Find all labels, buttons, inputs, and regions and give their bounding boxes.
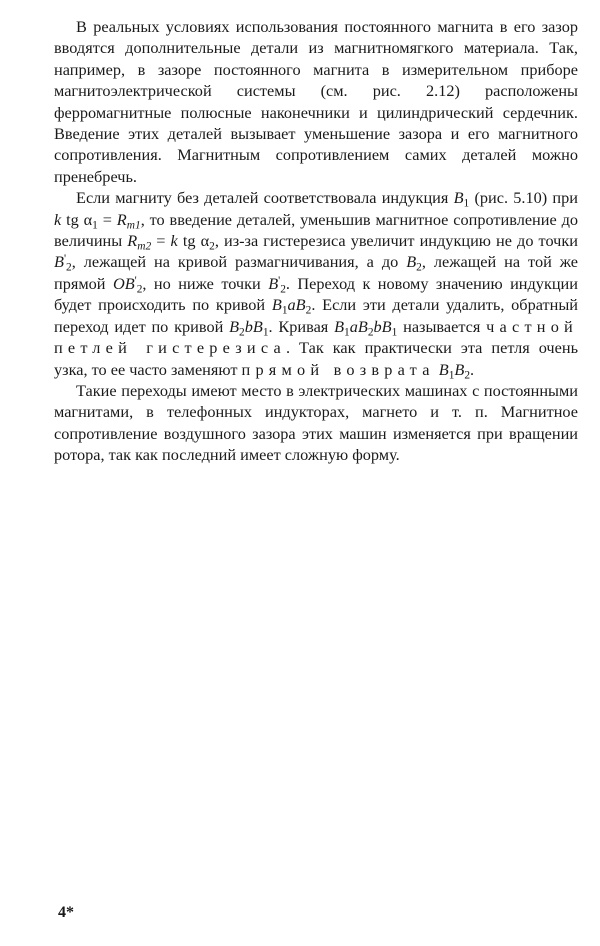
text-run: , лежащей на той же прямой — [54, 252, 579, 293]
subscript: 2 — [416, 261, 422, 274]
text-run: Если магниту без деталей соответствовала индукция — [76, 188, 454, 208]
paragraph-2 — [54, 187, 578, 380]
paragraph-1 — [54, 16, 578, 187]
symbol-b: B — [406, 252, 417, 272]
subscript: 2 — [66, 261, 72, 274]
symbol-r: R — [116, 209, 127, 229]
text-run: . Переход к новому значению индукции будет происходить по кривой — [54, 273, 578, 315]
symbol-ab: aB — [349, 316, 368, 336]
text-run: (рис. 5.10) при — [469, 188, 578, 208]
subscript: 1 — [92, 219, 98, 232]
text-run: , лежащей на кривой размагничивания, а до — [71, 252, 407, 272]
symbol-b: B — [229, 316, 240, 336]
symbol-b: B — [438, 359, 449, 379]
text-run: , из-за гистерезиса увеличит индукцию не до точки — [214, 231, 578, 251]
text-run: называется — [397, 316, 487, 336]
subscript: 1 — [344, 326, 350, 339]
symbol-bb: bB — [373, 316, 392, 336]
subscript: 1 — [448, 368, 455, 381]
symbol-k: k — [54, 209, 62, 229]
spaced-term-hysteresis-loop: частной петлей гистерезиса — [54, 316, 578, 358]
symbol-b: B — [454, 359, 465, 379]
symbol-b: B — [268, 273, 279, 293]
text-run: , то введение деталей, уменьшив магнитное сопротивление до величины — [54, 209, 578, 251]
subscript: 2 — [136, 283, 143, 296]
text-run: tg α — [177, 231, 210, 251]
subscript: 2 — [209, 240, 215, 253]
symbol-r: R — [127, 231, 138, 251]
page-body — [54, 16, 578, 466]
symbol-b: B — [453, 188, 464, 208]
symbol-b: B — [54, 252, 64, 272]
subscript: 2 — [280, 283, 286, 296]
symbol-ob: OB — [112, 273, 135, 293]
subscript: 1 — [463, 197, 470, 210]
text-run: . Если эти детали удалить, обратный переход идет по кривой — [54, 295, 578, 336]
symbol-b: B — [334, 316, 345, 336]
text-run: tg α — [61, 209, 93, 229]
spaced-term-return-line: прямой возврата — [241, 359, 435, 379]
symbol-k: k — [170, 231, 178, 251]
text-run: . Так как практически эта петля очень узка, то ее часто заменяют — [54, 338, 578, 379]
prime: ' — [63, 253, 67, 266]
subscript: m1 — [126, 219, 141, 232]
subscript: 2 — [367, 326, 374, 339]
text-run: = — [97, 209, 117, 229]
paragraph-1-text: В реальных условиях использования постоянного магнита в его зазор вводятся дополнительные детали из магнитномягкого материала. Так, например, в зазоре постоянного магнита в измерительном приборе магнитоэлектрической системы (см. рис. 2.12) расположены ферромагнитные полюсные наконечники и цилиндрический сердечник. Введение этих деталей вызывает уменьшение зазора и его магнитного сопротивления. Магнитным сопротивлением самих деталей можно пренебречь. — [54, 17, 578, 186]
text-run: , но ниже точки — [142, 273, 269, 293]
paragraph-3-text: Такие переходы имеют место в электрических машинах с постоянными магнитами, в телефонных индукторах, магнето и т. п. Магнитное сопротивление воздушного зазора этих машин изменяется при вращении ротора, так как последний имеет сложную форму. — [54, 380, 578, 465]
symbol-bb: bB — [244, 316, 263, 336]
subscript: 1 — [391, 326, 398, 339]
symbol-b: B — [271, 295, 282, 315]
text-run: . — [470, 359, 475, 379]
text-run: . Кривая — [268, 316, 335, 336]
subscript: 1 — [281, 304, 288, 317]
page-folio: 4* — [58, 904, 74, 921]
prime: ' — [278, 274, 281, 287]
text-run: = — [151, 231, 171, 251]
subscript: 2 — [464, 368, 471, 381]
paragraph-3 — [54, 380, 578, 466]
subscript: 2 — [305, 304, 312, 317]
prime: ' — [134, 274, 137, 287]
symbol-ab: aB — [287, 295, 306, 315]
subscript: 2 — [239, 326, 245, 339]
subscript: 1 — [262, 326, 269, 339]
subscript: m2 — [137, 240, 152, 253]
